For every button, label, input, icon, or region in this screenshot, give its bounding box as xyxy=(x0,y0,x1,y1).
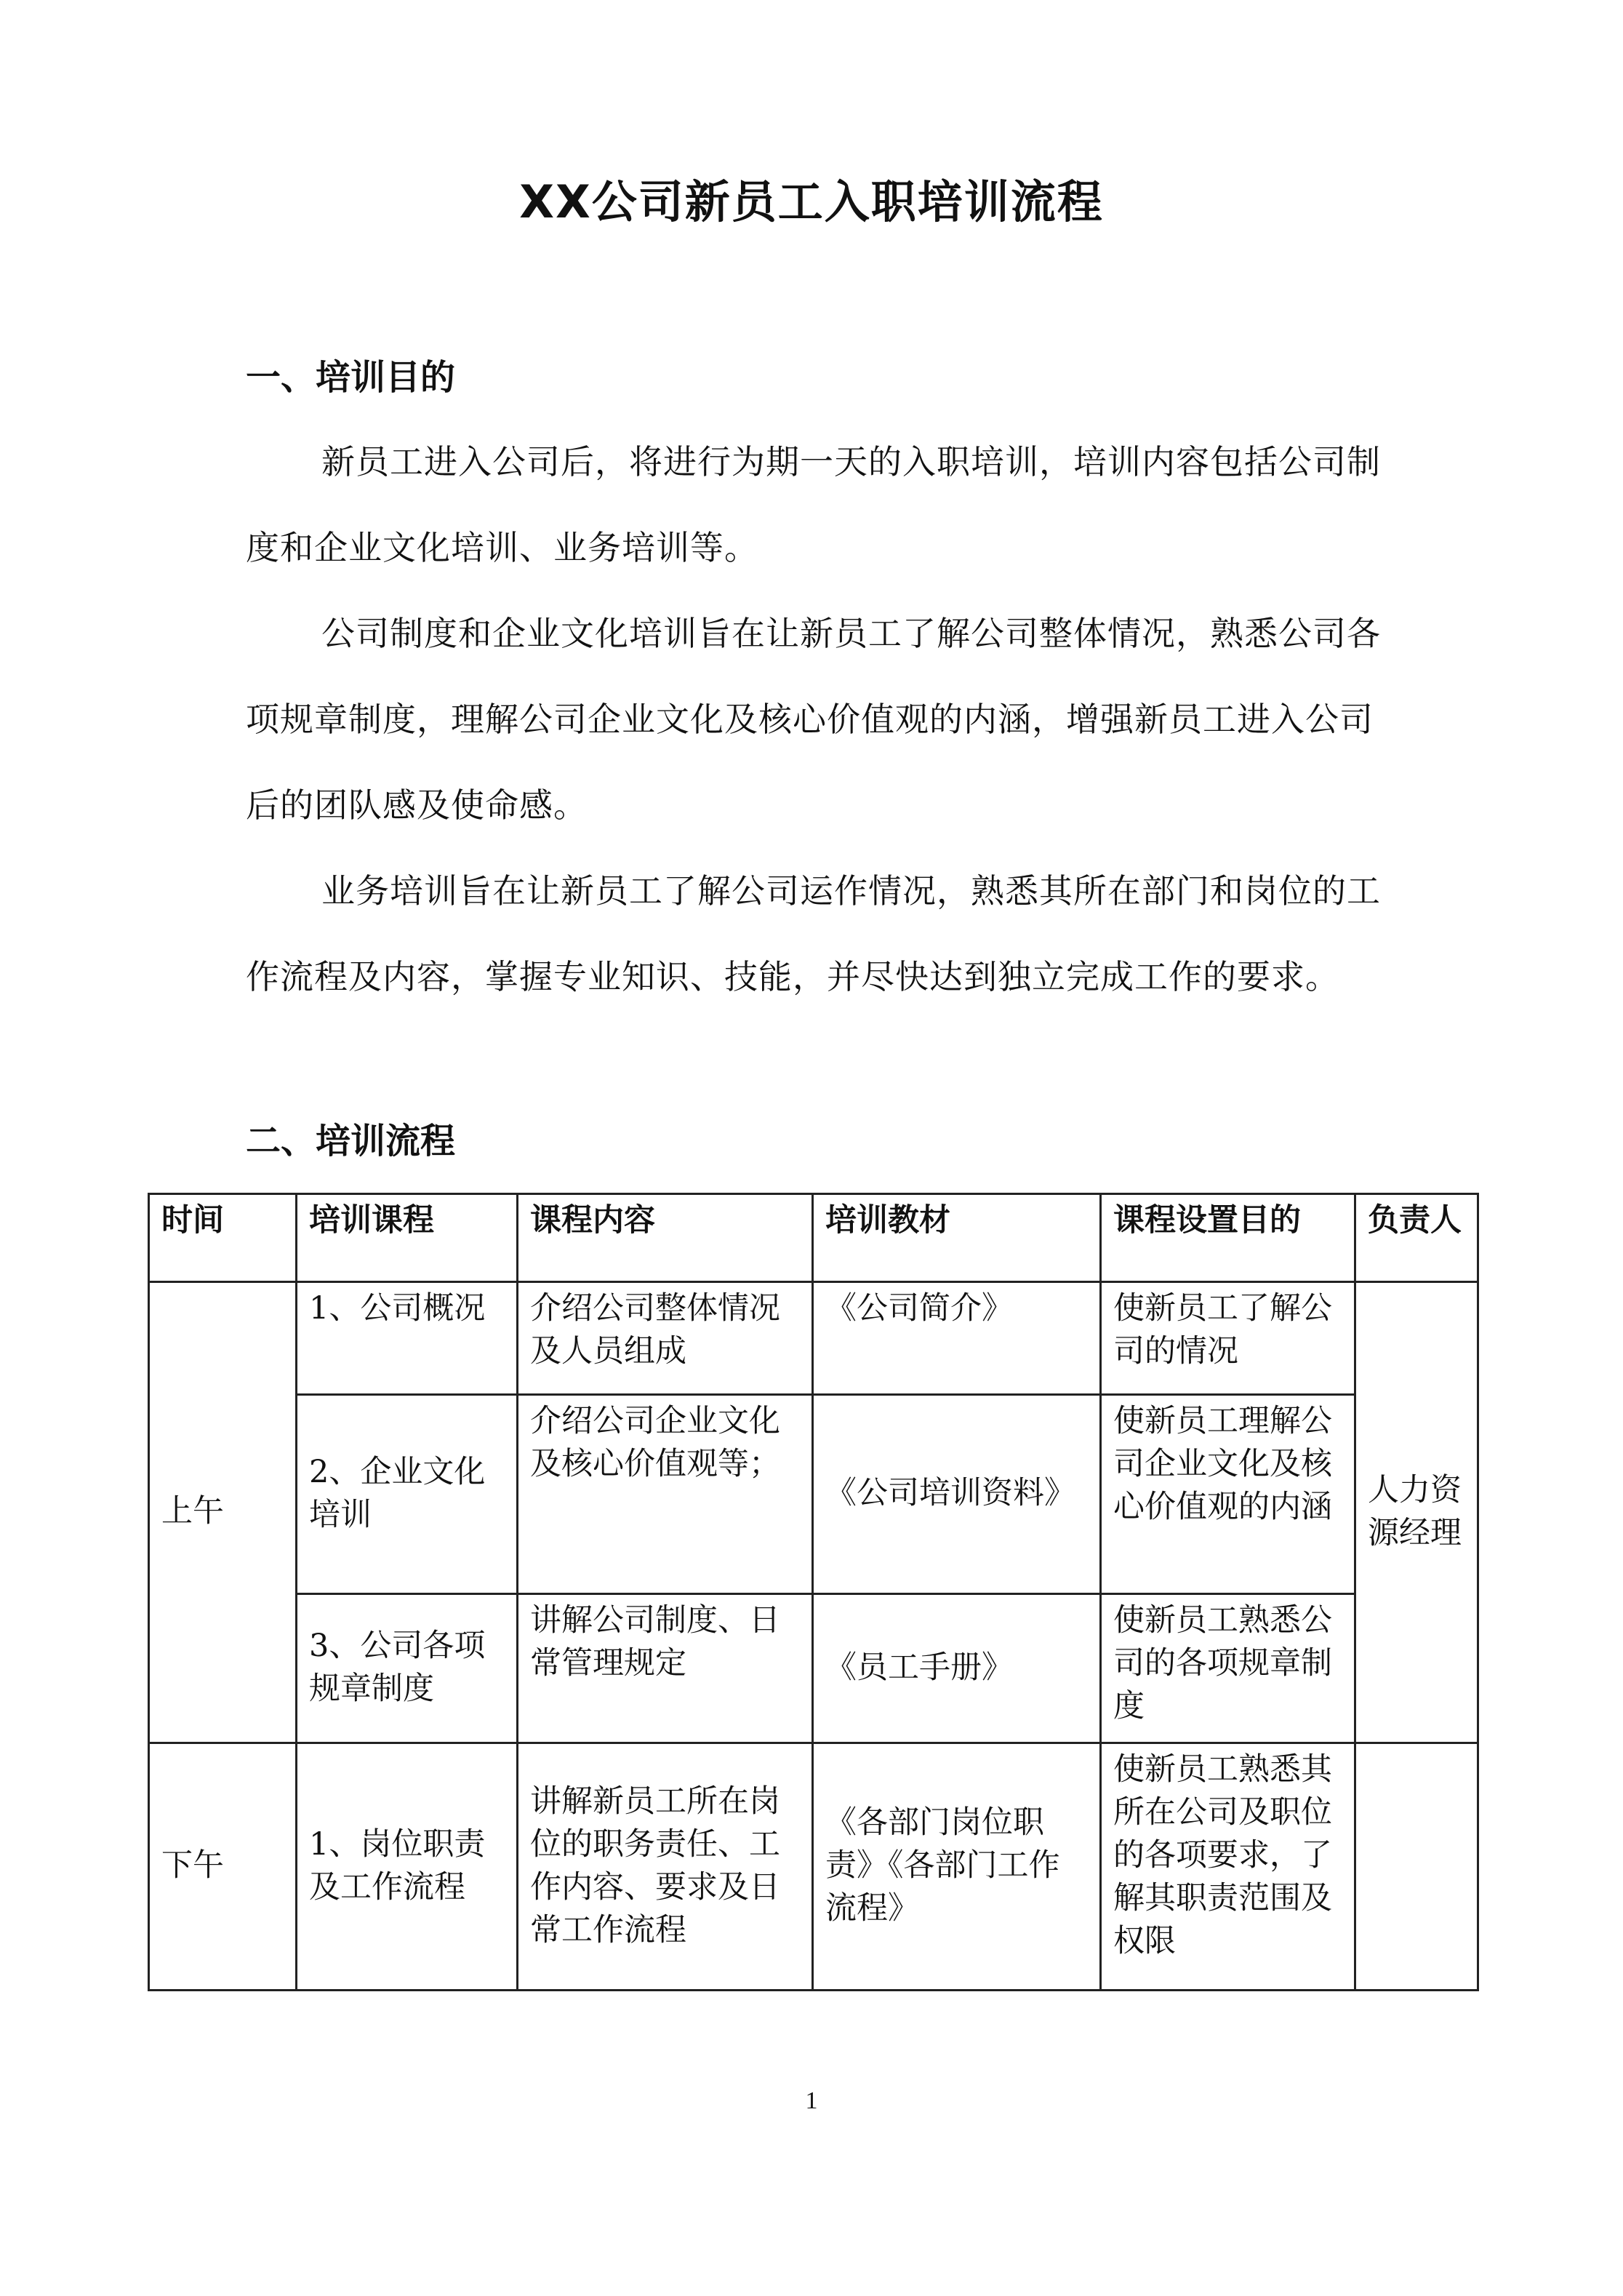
purpose-cell: 使新员工了解公司的情况 xyxy=(1101,1282,1355,1395)
table-row xyxy=(149,1282,1478,1395)
course-cell: 1、公司概况 xyxy=(297,1282,518,1395)
material-cell: 《各部门岗位职责》《各部门工作流程》 xyxy=(813,1743,1101,1991)
time-afternoon: 下午 xyxy=(149,1743,297,1991)
table-row xyxy=(149,1594,1478,1743)
table-row xyxy=(149,1743,1478,1991)
page-number: 1 xyxy=(805,2087,818,2114)
purpose-cell: 使新员工理解公司企业文化及核心价值观的内涵 xyxy=(1101,1395,1355,1594)
header-purpose: 课程设置目的 xyxy=(1101,1194,1355,1282)
material-cell: 《公司培训资料》 xyxy=(813,1395,1101,1594)
section-heading-purpose: 一、培训目的 xyxy=(246,357,456,398)
header-content: 课程内容 xyxy=(518,1194,813,1282)
table-header-row xyxy=(149,1194,1478,1282)
course-cell: 2、企业文化培训 xyxy=(297,1395,518,1594)
owner-afternoon xyxy=(1355,1743,1478,1991)
content-cell: 介绍公司整体情况及人员组成 xyxy=(518,1282,813,1395)
paragraph-intro: 新员工进入公司后，将进行为期一天的入职培训，培训内容包括公司制度和企业文化培训、业务培训等。 xyxy=(246,442,1381,567)
document-title: XX公司新员工入职培训流程 xyxy=(519,175,1104,228)
content-cell: 讲解公司制度、日常管理规定 xyxy=(518,1594,813,1743)
header-time: 时间 xyxy=(149,1194,297,1282)
header-owner: 负责人 xyxy=(1355,1194,1478,1282)
paragraph-business-training: 业务培训旨在让新员工了解公司运作情况，熟悉其所在部门和岗位的工作流程及内容，掌握专业知识、技能，并尽快达到独立完成工作的要求。 xyxy=(246,871,1381,996)
header-course: 培训课程 xyxy=(297,1194,518,1282)
content-cell: 介绍公司企业文化及核心价值观等； xyxy=(518,1395,813,1594)
material-cell: 《员工手册》 xyxy=(813,1594,1101,1743)
training-schedule-table xyxy=(148,1193,1479,1991)
owner-morning: 人力资源经理 xyxy=(1355,1282,1478,1743)
table-row xyxy=(149,1395,1478,1594)
course-cell: 1、岗位职责及工作流程 xyxy=(297,1743,518,1991)
content-cell: 讲解新员工所在岗位的职务责任、工作内容、要求及日常工作流程 xyxy=(518,1743,813,1991)
paragraph-culture-training: 公司制度和企业文化培训旨在让新员工了解公司整体情况，熟悉公司各项规章制度，理解公司企业文化及核心价值观的内涵，增强新员工进入公司后的团队感及使命感。 xyxy=(246,614,1381,825)
section-heading-process: 二、培训流程 xyxy=(246,1121,456,1161)
purpose-cell: 使新员工熟悉公司的各项规章制度 xyxy=(1101,1594,1355,1743)
time-morning: 上午 xyxy=(149,1282,297,1743)
purpose-cell: 使新员工熟悉其所在公司及职位的各项要求，了解其职责范围及权限 xyxy=(1101,1743,1355,1991)
course-cell: 3、公司各项规章制度 xyxy=(297,1594,518,1743)
material-cell: 《公司简介》 xyxy=(813,1282,1101,1395)
header-material: 培训教材 xyxy=(813,1194,1101,1282)
